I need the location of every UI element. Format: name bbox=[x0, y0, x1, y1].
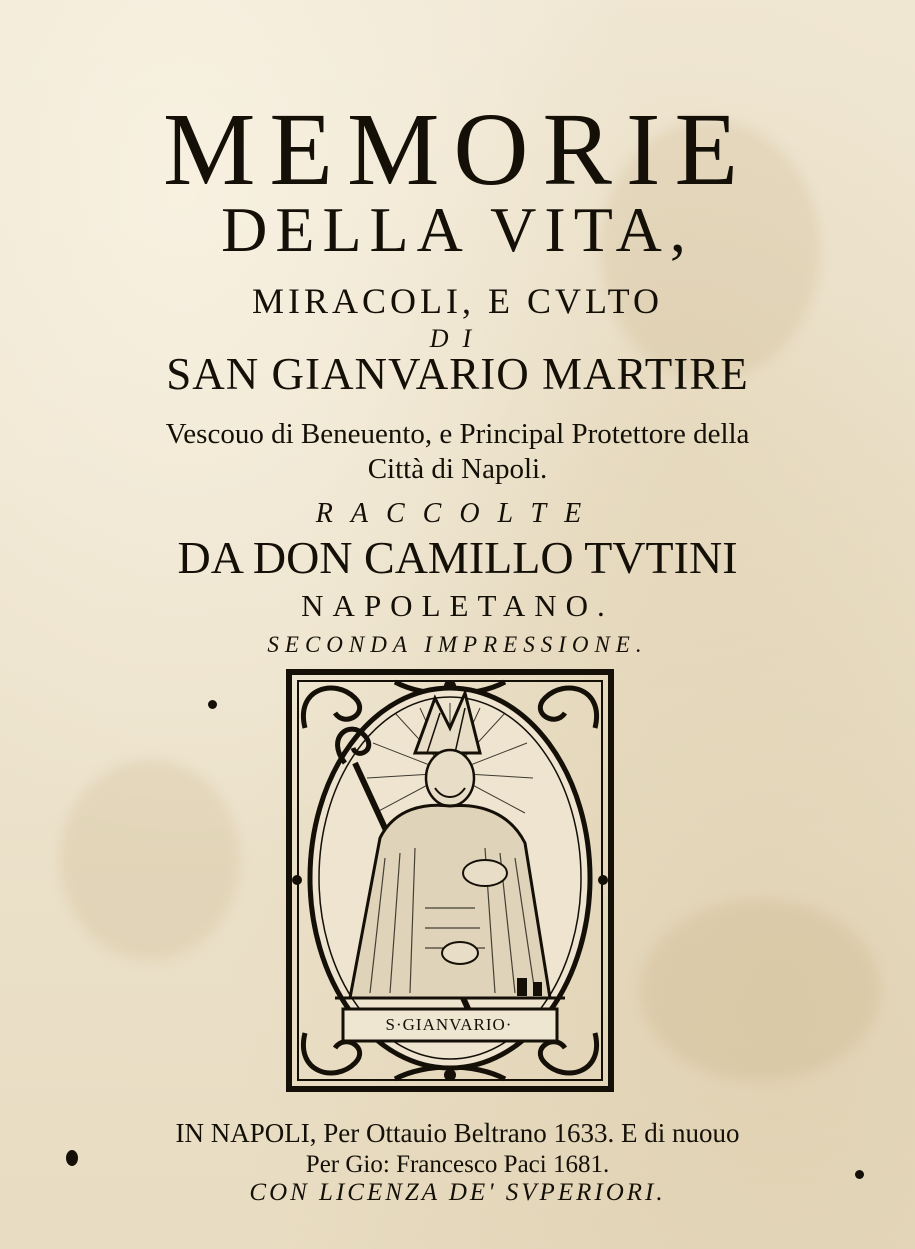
ink-spot bbox=[855, 1170, 864, 1179]
edition-label: SECONDA IMPRESSIONE. bbox=[267, 632, 648, 657]
subtitle-vescouo: Vescouo di Beneuento, e Principal Protettore della bbox=[165, 418, 750, 450]
raccolte-label: RACCOLTE bbox=[315, 498, 600, 529]
author-name: DA DON CAMILLO TVTINI bbox=[177, 532, 738, 583]
title-memorie: MEMORIE bbox=[162, 92, 753, 207]
imprint-line-2: Per Gio: Francesco Paci 1681. bbox=[305, 1151, 610, 1178]
woodcut-caption: S·GIANVARIO· bbox=[385, 1015, 513, 1034]
title-saint-name: SAN GIANVARIO MARTIRE bbox=[166, 349, 749, 399]
author-origin: NAPOLETANO. bbox=[301, 588, 614, 623]
paper-stain bbox=[60, 760, 240, 960]
title-della-vita: DELLA VITA, bbox=[221, 194, 694, 265]
ink-spot bbox=[208, 700, 217, 709]
imprint-line-1: IN NAPOLI, Per Ottauio Beltrano 1633. E di nuouo bbox=[175, 1118, 740, 1148]
imprint-license: CON LICENZA DE' SVPERIORI. bbox=[249, 1179, 666, 1206]
title-di: DI bbox=[429, 324, 486, 353]
title-miracoli: MIRACOLI, E CVLTO bbox=[251, 281, 664, 321]
paper-stain bbox=[640, 900, 880, 1080]
ink-spot bbox=[66, 1150, 78, 1166]
subtitle-citta: Città di Napoli. bbox=[367, 453, 548, 485]
